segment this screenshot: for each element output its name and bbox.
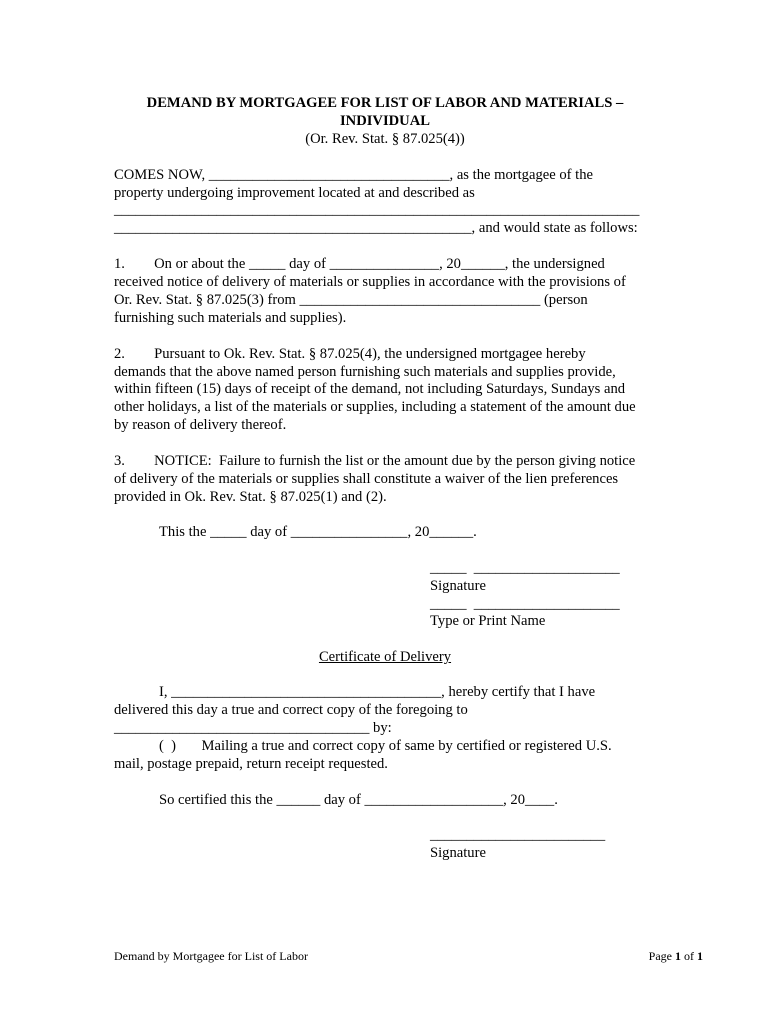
intro-blank-line: ________________________________________________________________________ [114,202,640,218]
paragraph-2-line: demands that the above named person furnishing such materials and supplies provide, [114,364,616,380]
intro-line: property undergoing improvement located at and described as [114,185,475,201]
paragraph-1-line: received notice of delivery of materials or supplies in accordance with the provisions of [114,274,626,290]
paragraph-2-line: within fifteen (15) days of receipt of the demand, not including Saturdays, Sundays and [114,381,626,397]
certificate-heading-text: Certificate of Delivery [318,649,452,665]
print-name-line: _____ ____________________ [430,596,620,612]
page-total: 1 [697,949,703,963]
paragraph-1-line: Or. Rev. Stat. § 87.025(3) from _________________________________ (person [114,292,588,308]
certificate-signature-label: Signature [430,845,486,861]
paragraph-2-line: other holidays, a list of the materials or supplies, including a statement of the amount due [114,399,636,415]
page-prefix: Page [648,949,675,963]
paragraph-1-line: furnishing such materials and supplies). [114,310,347,326]
signature-line: _____ ____________________ [430,560,620,576]
certificate-line: ___________________________________ by: [114,720,392,736]
paragraph-3-line: of delivery of the materials or supplies shall constitute a waiver of the lien preferences [114,471,619,487]
page-current: 1 [675,949,681,963]
paragraph-2-line: 2. Pursuant to Ok. Rev. Stat. § 87.025(4), the undersigned mortgagee hereby [114,346,586,362]
certificate-mailing-option: ( ) Mailing a true and correct copy of same by certified or registered U.S. [159,738,612,754]
certificate-heading [0,648,770,666]
certified-date-line: So certified this the ______ day of ___________________, 20____. [159,792,558,808]
paragraph-3-line: 3. NOTICE: Failure to furnish the list or the amount due by the person giving notice [114,453,636,469]
dated-line: This the _____ day of ________________, 20______. [159,524,477,540]
certificate-signature-line: ________________________ [430,827,606,843]
paragraph-3-line: provided in Ok. Rev. Stat. § 87.025(1) and (2). [114,489,387,505]
certificate-line: I, _____________________________________, hereby certify that I have [159,684,596,700]
document-title-line2: INDIVIDUAL [339,113,430,129]
intro-line: _________________________________________________, and would state as follows: [114,220,638,236]
intro-line: COMES NOW, _________________________________, as the mortgagee of the [114,167,593,183]
certificate-line: mail, postage prepaid, return receipt requested. [114,756,388,772]
page-number [540,949,703,963]
print-name-label: Type or Print Name [430,613,546,629]
footer-title: Demand by Mortgagee for List of Labor [114,949,308,963]
page-of: of [681,949,697,963]
statute-reference: (Or. Rev. Stat. § 87.025(4)) [305,131,465,147]
paragraph-2-line: by reason of delivery thereof. [114,417,287,433]
signature-label: Signature [430,578,486,594]
paragraph-1-line: 1. On or about the _____ day of _______________, 20______, the undersigned [114,256,605,272]
document-title-line1: DEMAND BY MORTGAGEE FOR LIST OF LABOR AND MATERIALS – [146,95,624,111]
certificate-line: delivered this day a true and correct copy of the foregoing to [114,702,468,718]
